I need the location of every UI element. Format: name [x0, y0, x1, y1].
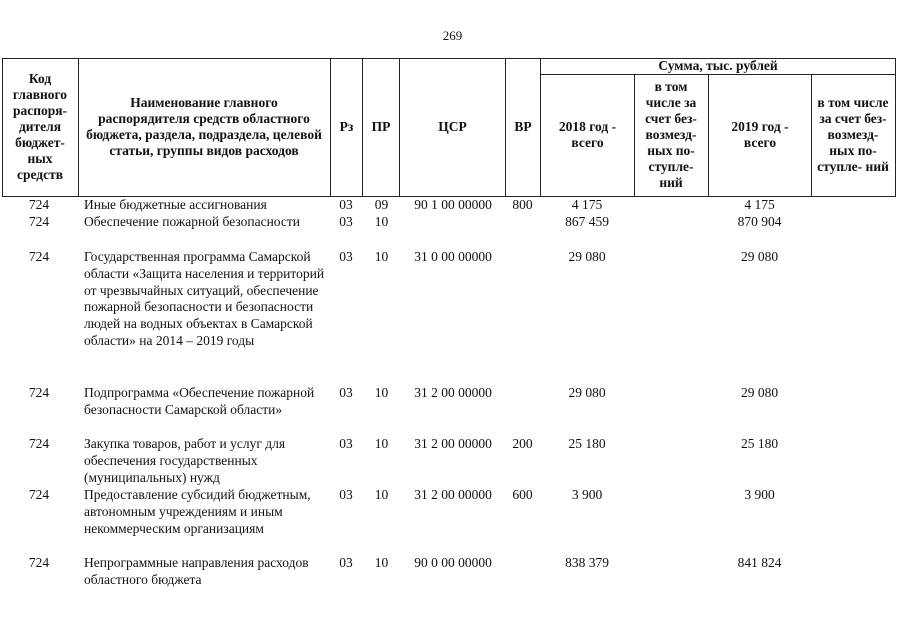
cell-2018-total: 29 080	[568, 385, 606, 400]
col-divider	[540, 58, 541, 196]
cell-rz: 03	[339, 197, 353, 212]
col-divider	[895, 58, 896, 196]
cell-name: Государственная программа Самарской области «Защита населения и территорий от чрезвычайных ситуаций, обеспечение пожарной безопасности и безопасности людей на водных объектах в Самарской области» на 2014 – 2019 годы	[84, 249, 325, 348]
page-number: 269	[442, 28, 463, 43]
cell-rz: 03	[339, 436, 353, 451]
table-row	[0, 555, 905, 589]
cell-pr: 10	[374, 385, 389, 400]
cell-vr: 600	[512, 487, 533, 502]
cell-rz: 03	[339, 487, 353, 502]
cell-name: Закупка товаров, работ и услуг для обеспечения государственных (муниципальных) нужд	[84, 436, 286, 485]
cell-2019-total: 4 175	[744, 197, 775, 212]
cell-code: 724	[28, 214, 50, 229]
cell-pr: 09	[374, 197, 389, 212]
cell-2019-total: 870 904	[737, 214, 782, 229]
header-2018-total: 2018 год - всего	[558, 119, 617, 150]
header-2019-grant: в том числе за счет без- возмезд- ных по- ступле- ний	[817, 95, 889, 174]
cell-2019-total: 3 900	[744, 487, 775, 502]
cell-2019-total: 25 180	[740, 436, 779, 451]
cell-csr: 31 2 00 00000	[414, 436, 492, 451]
cell-pr: 10	[374, 436, 389, 451]
cell-rz: 03	[339, 555, 353, 570]
cell-2018-total: 4 175	[571, 197, 603, 212]
header-rz: Рз	[339, 119, 354, 134]
col-divider	[634, 74, 635, 196]
cell-pr: 10	[374, 555, 389, 570]
header-code: Код главного распоря- дителя бюджет- ных средств	[12, 71, 68, 182]
cell-code: 724	[28, 487, 50, 502]
cell-rz: 03	[339, 249, 353, 264]
cell-name: Непрограммные направления расходов областного бюджета	[84, 555, 309, 587]
cell-rz: 03	[339, 214, 353, 229]
cell-2019-total: 29 080	[740, 385, 779, 400]
cell-rz: 03	[339, 385, 353, 400]
table-row	[0, 249, 905, 385]
header-2019-total: 2019 год - всего	[731, 119, 789, 150]
table-row	[0, 197, 905, 214]
cell-2018-total: 838 379	[565, 555, 609, 570]
cell-2019-total: 29 080	[740, 249, 779, 264]
col-divider	[2, 58, 3, 196]
cell-vr: 800	[512, 197, 533, 212]
cell-pr: 10	[374, 487, 389, 502]
header-csr: ЦСР	[438, 119, 467, 134]
table-row	[0, 487, 905, 555]
table-row	[0, 214, 905, 248]
cell-name: Предоставление субсидий бюджетным, автономным учреждениям и иным некоммерческим организациям	[84, 487, 311, 536]
cell-pr: 10	[374, 249, 389, 264]
header-name: Наименование главного распорядителя средств областного бюджета, раздела, подраздела, целевой статьи, группы видов расходов	[86, 95, 322, 158]
cell-csr: 90 0 00 00000	[414, 555, 492, 570]
header-sum: Сумма, тыс. рублей	[658, 58, 778, 73]
header-vr: ВР	[514, 119, 532, 134]
cell-code: 724	[28, 197, 50, 212]
cell-vr: 200	[512, 436, 533, 451]
table-row	[0, 385, 905, 436]
col-divider	[708, 74, 709, 196]
col-divider	[811, 74, 812, 196]
cell-csr: 90 1 00 00000	[414, 197, 492, 212]
cell-csr: 31 2 00 00000	[414, 487, 492, 502]
cell-pr: 10	[374, 214, 389, 229]
cell-code: 724	[28, 385, 50, 400]
cell-code: 724	[28, 249, 50, 264]
cell-2018-total: 25 180	[568, 436, 606, 451]
cell-name: Подпрограмма «Обеспечение пожарной безопасности Самарской области»	[84, 385, 315, 417]
header-2018-grant: в том числе за счет без- возмезд- ных по- ступле- ний	[645, 79, 697, 190]
cell-2019-total: 841 824	[737, 555, 782, 570]
cell-csr: 31 2 00 00000	[414, 385, 492, 400]
cell-2018-total: 29 080	[568, 249, 606, 264]
col-divider	[78, 58, 79, 196]
table-row	[0, 436, 905, 487]
cell-code: 724	[28, 555, 50, 570]
cell-name: Иные бюджетные ассигнования	[84, 197, 267, 212]
header-sum-divider	[540, 74, 896, 75]
cell-2018-total: 867 459	[565, 214, 609, 229]
cell-csr: 31 0 00 00000	[414, 249, 492, 264]
cell-name: Обеспечение пожарной безопасности	[84, 214, 301, 229]
cell-2018-total: 3 900	[571, 487, 603, 502]
header-pr: ПР	[371, 119, 391, 134]
cell-code: 724	[28, 436, 50, 451]
